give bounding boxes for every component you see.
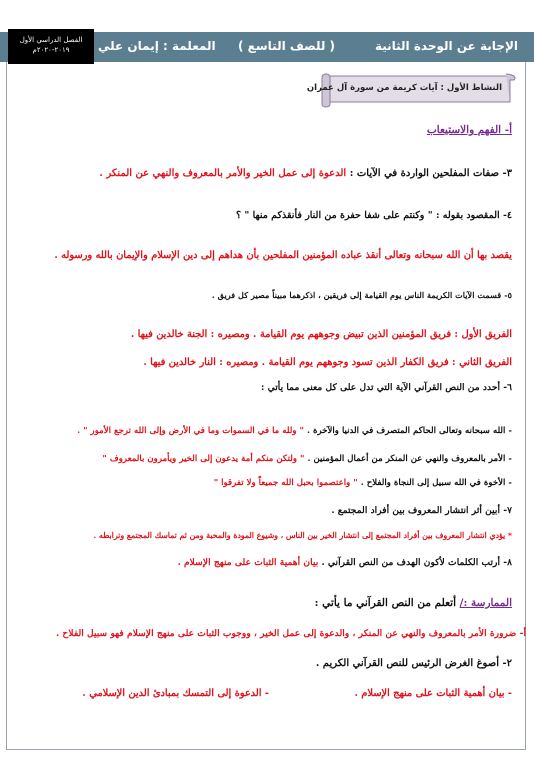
practice-heading: الممارسة :/ — [459, 597, 512, 609]
question-6-item-2-answer: " ولتكن منكم أمة يدعون إلى الخير ويأمرون بالمعروف " — [102, 454, 308, 464]
question-6-item-1-text: - الله سبحانه وتعالى الحاكم المتصرف في الدنيا والآخرة . — [306, 426, 512, 436]
question-3-answer: الدعوة إلى عمل الخير والأمر بالمعروف والنهي عن المنكر . — [99, 168, 350, 179]
question-6-item-1 — [77, 426, 512, 436]
practice-2-answer-2: - الدعوة إلى التمسك بمبادئ الدين الإسلامي . — [82, 688, 269, 699]
practice-point-a: أ- ضرورة الأمر بالمعروف والنهي عن المنكر ، والدعوة إلى عمل الخير ، ووجوب الثبات على منهج الإسلام فهو سبيل الفلاح . — [56, 628, 526, 639]
question-5: ٥- قسمت الآيات الكريمة الناس يوم القيامة إلى فريقين ، اذكرهما مبيناً مصير كل فريق . — [211, 290, 512, 300]
question-6-item-1-answer: " ولله ما في السموات وما في الأرض وإلى الله ترجع الأمور " . — [77, 426, 307, 436]
banner-text: النشاط الأول : آيات كريمة من سورة آل عمران — [306, 83, 502, 93]
question-3 — [99, 168, 512, 179]
question-3-label: ٣- صفات المفلحين الواردة في الآيات : — [349, 168, 512, 179]
question-4-answer: يقصد بها أن الله سبحانه وتعالى أنقذ عباده المؤمنين المفلحين بأن هداهم إلى دين الإسلام والإيمان بالله ورسوله . — [54, 250, 512, 261]
question-5-answer-2: الفريق الثاني : فريق الكفار الذين تسود وجوههم يوم القيامة . ومصيره : النار خالدين فيها . — [143, 357, 512, 368]
question-4: ٤- المقصود بقوله : " وكنتم على شفا حفرة من النار فأنقذكم منها " ؟ — [236, 210, 512, 221]
term-badge — [8, 29, 94, 64]
term-line2: ٢٠١٩-٢٠٢٠م — [32, 46, 70, 54]
question-6-item-2-text: - الأمر بالمعروف والنهي عن المنكر من أعمال المؤمنين . — [307, 454, 512, 464]
question-6-item-3 — [214, 478, 512, 488]
practice-heading-line — [315, 597, 512, 609]
question-8 — [178, 557, 512, 568]
practice-question-2: ٢- أصوغ الغرض الرئيس للنص القرآني الكريم . — [315, 658, 512, 669]
header-teacher: المعلمة : إيمان علي — [98, 39, 216, 53]
practice-intro: أتعلم من النص القرآني ما يأتي : — [314, 597, 460, 609]
question-8-label: ٨- أرتب الكلمات لأكون الهدف من النص القرآني . — [321, 557, 512, 568]
question-7-answer: * يؤدي انتشار المعروف بين أفراد المجتمع إلى انتشار الخير بين الناس ، وشيوع المودة والمحبة ومن ثم تماسك المجتمع وترابطه . — [93, 531, 512, 540]
activity-banner — [306, 72, 518, 108]
question-6-item-3-text: - الأخوة في الله سبيل إلى النجاة والفلاح . — [360, 478, 512, 488]
question-6: ٦- أحدد من النص القرآني الآية التي تدل على كل معنى مما يأتي : — [260, 382, 512, 393]
question-6-item-2 — [102, 454, 512, 464]
question-7: ٧- أبين أثر انتشار المعروف بين أفراد المجتمع . — [331, 505, 512, 516]
header-class: ( للصف التاسع ) — [238, 39, 336, 53]
header-title: الإجابة عن الوحدة الثانية — [374, 39, 518, 53]
question-8-answer: بيان أهمية الثبات على منهج الإسلام . — [177, 557, 322, 568]
section-a-heading: أ- الفهم والاستيعاب — [426, 124, 512, 136]
question-5-answer-1: الفريق الأول : فريق المؤمنين الذين تبيض وجوههم يوم القيامة . ومصيره : الجنة خالدين فيها . — [130, 329, 512, 340]
question-6-item-3-answer: " واعتصموا بحبل الله جميعاً ولا تفرقوا " — [213, 478, 361, 488]
term-line1: الفصل الدراسي الأول — [19, 36, 83, 44]
practice-2-answer-1: - بيان أهمية الثبات على منهج الإسلام . — [354, 688, 512, 699]
